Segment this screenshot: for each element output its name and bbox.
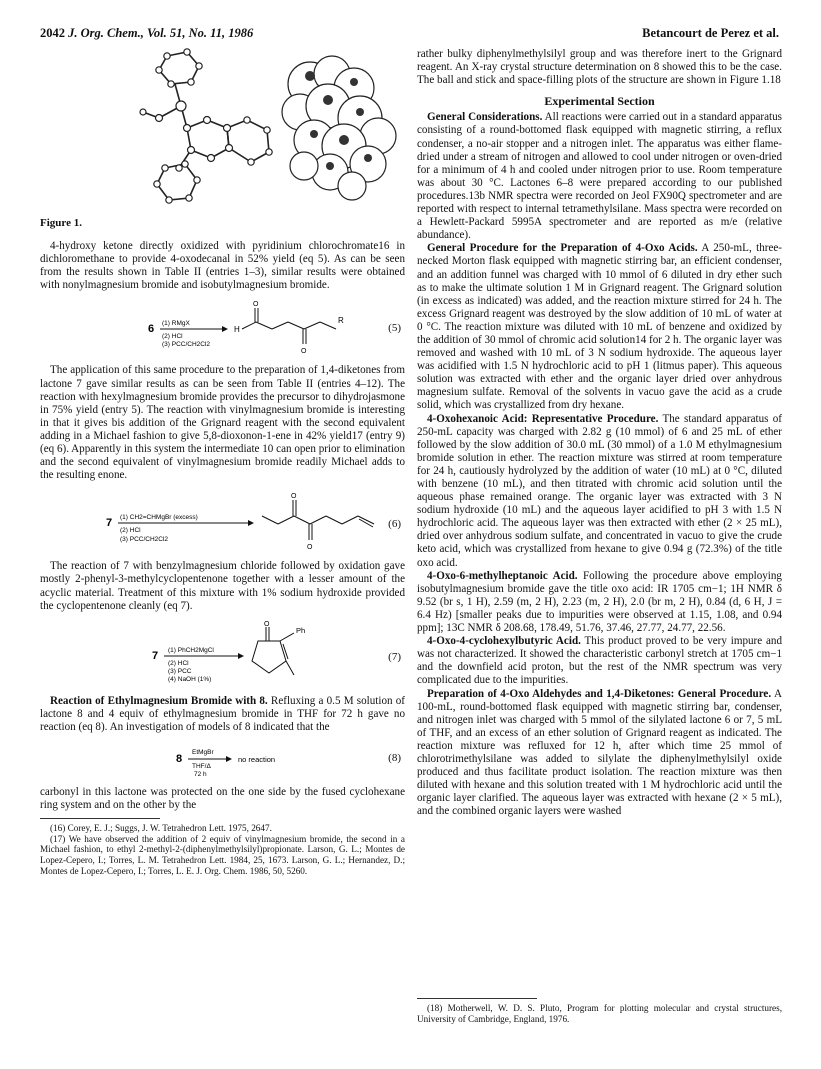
run-in-heading: Preparation of 4-Oxo Aldehydes and 1,4-Diketones: General Procedure. (427, 687, 772, 700)
footnote-18: (18) Motherwell, W. D. S. Pluto, Program for plotting molecular and crystal structures, University of Cambridge, England, 1976. (417, 1003, 782, 1024)
reagent-2: THF/Δ (192, 762, 211, 770)
paragraph: The application of this same procedure to the preparation of 1,4-diketones from lactone 7 gave similar results as can be seen from Table II (entries 4–12). The reaction with hexylmagnesium bromide provides the precursor to dihydrojasmone in 75% yield (entry 5). The reaction with vinylmagnesium bromide is interesting in that it gives bis addition of the Grignard reagent with the second equivalent adding in a Michael fashion to give 5,8-dioxonon-1-ene in 42% yield17 (entry 9) (eq 6). Apparently in this system the intermediate 10 can open prior to elimination and the second equivalent of vinylmagnesium bromide readily Michael adds to the resulting enone. (40, 364, 405, 482)
run-in-heading: General Considerations. (427, 111, 543, 124)
paragraph: The reaction of 7 with benzylmagnesium chloride followed by oxidation gave mostly 2-phenyl-3-methylcyclopentenone together with a lesser amount of the acyclic material. Treatment of this mixture with 1% sodium hydroxide provided the cyclopentenone cleanly (eq 7). (40, 560, 405, 612)
reagent-1: (1) PhCH2MgCl (168, 646, 214, 654)
scheme-6 (40, 488, 405, 554)
phenyl-label: Ph (296, 625, 306, 635)
paragraph: carbonyl in this lactone was protected on the one side by the fused cyclohexane ring system and on the other by the (40, 785, 405, 812)
equation-number: (7) (388, 650, 401, 663)
paragraph (417, 111, 782, 242)
paragraph (417, 635, 782, 687)
run-in-heading: General Procedure for the Preparation of 4-Oxo Acids. (427, 242, 698, 255)
left-column (40, 48, 405, 876)
run-in-heading: 4-Oxo-4-cyclohexylbutyric Acid. (427, 635, 581, 648)
reagent-3: (3) PCC (168, 667, 192, 675)
equation-number: (6) (388, 518, 401, 531)
reagent-2: (2) HCl (162, 333, 183, 341)
reactant-label: 7 (152, 649, 159, 662)
paragraph-text: A 100-mL, round-bottomed flask equipped with magnetic stirring bar, condenser, and nitrogen inlet was charged with 5 mmol of the silylated lactone 6 or 7, 5 mL of THF, and an excess of an ether solution of Grignard reagent as indicated. The reaction mixture was refluxed for 12 h, after which time 25 mmol of chlorotrimethylsilane was added to silylate the diphenylmethylsilyl oxide produced and thus facilitate product isolation. The reaction mixture was then diluted with hexane and this solution treated with 1 M hydrochloric acid until the organic layer clarified. The aqueous layer was extracted with hexane (2 × 5 mL), and the combined organic layers were washed (417, 687, 782, 818)
running-header-left (40, 26, 253, 41)
paragraph-text: The standard apparatus of 250-mL capacity was charged with 2.82 g (10 mmol) of 6 and 25 mL of ether followed by the slow addition of 30.0 mL (30 mmol) of a 1.0 M ethylmagnesium bromide solution in ether. The reaction mixture was stirred at room temperature for 24 h, cautiously hydrolyzed by the addition of water (10 mL) at 0 °C, diluted with benzene (10 mL), and then titrated with chromic acid solution until the aqueous phase remained orange. The organic layer was extracted with 3 N sodium hydroxide (10 mL) and the aqueous layer acidified to pH 3 with 1.5 N hydrochloric acid. The aqueous layer was then extracted with ether (2 × 25 mL), dried over anhydrous sodium sulfate, and concentrated in vacuo to give the crude keto acid, which was crystallized from hexane to give 0.94 g (72.3%) of the title oxo acid. (417, 412, 782, 569)
reagent-1: (1) CH2=CHMgBr (excess) (120, 514, 198, 522)
paragraph (417, 688, 782, 819)
reagent-3: (3) PCC/CH2Cl2 (162, 341, 211, 349)
reagent-2: (2) HCl (168, 659, 189, 667)
equation-8 (40, 740, 405, 780)
paragraph (417, 570, 782, 635)
space-filling-plot (270, 54, 400, 204)
equation-number: (5) (388, 322, 401, 335)
section-heading: Experimental Section (544, 94, 655, 109)
footnotes (40, 823, 405, 876)
footnotes (417, 1003, 782, 1024)
equation-7 (40, 619, 405, 689)
carbonyl-o: O (253, 301, 259, 309)
reagent-4: (4) NaOH (1%) (168, 675, 212, 683)
scheme-8 (40, 740, 405, 780)
reagent-2: (2) HCl (120, 527, 141, 535)
paragraph: rather bulky diphenylmethylsilyl group and was therefore inert to the Grignard reagent. An X-ray crystal structure determination on 8 showed this to be the case. The ball and stick and space-filling plots of the structure are shown in Figure 1.18 (417, 48, 782, 87)
right-footnotes (417, 992, 782, 1024)
carbonyl-o: O (301, 348, 307, 356)
product-text: no reaction (238, 754, 276, 764)
equation-5 (40, 298, 405, 358)
equation-6 (40, 488, 405, 554)
paragraph (417, 413, 782, 570)
paragraph-text: Following the procedure above employing isobutylmagnesium bromide gave the title oxo acid: IR 1705 cm−1; 1H NMR δ 9.52 (br s, 1 H), 2.59 (m, 2 H), 2.23 (m, 2 H), 2.0 (br m, 2 H), 0.84 (d, 6 H, J = 6.4 Hz) [smaller peaks due to impurities were observed at 1.15, 1.08, and 0.94 ppm]; 13C NMR δ 208.68, 178.49, 51.76, 37.46, 27.77, 24.77, 22.56. (417, 569, 782, 635)
paragraph: 4-hydroxy ketone directly oxidized with pyridinium chlorochromate16 in dichloromethane to provide 4-oxodecanal in 52% yield (eq 5). As can be seen from the results shown in Table II (entries 1–3), similar results were obtained with nonylmagnesium bromide and isobutylmagnesium bromide. (40, 240, 405, 292)
run-in-heading: 4-Oxo-6-methylheptanoic Acid. (427, 569, 578, 582)
carbonyl-o: O (264, 620, 270, 628)
paragraph (417, 242, 782, 412)
footnote-17: (17) We have observed the addition of 2 equiv of vinylmagnesium bromide, the second in a Michael fashion, to ethyl 2-methyl-2-(diphenylmethylsilyl)propionate. Larson, G. L.; Montes de Lopez-Cepero, I.; Torres, L. M. Tetrahedron Lett. 1984, 25, 1673. Larson, G. L.; Hernandez, D.; Montes de Lopez-Cepero, I.; Torres, L. E. J. Org. Chem. 1986, 50, 5260. (40, 833, 405, 876)
figure-caption: Figure 1. (40, 217, 82, 229)
reactant-label: 8 (176, 752, 183, 765)
paragraph-text: This product proved to be very impure and was not characterized. It showed the characteristic carbonyl stretch at 1705 cm−1 and the downfield acid proton, but the rest of the NMR spectrum was very complicated due to the impurities. (417, 635, 783, 687)
carbonyl-o: O (307, 544, 313, 552)
journal-citation: J. Org. Chem., Vol. 51, No. 11, 1986 (68, 26, 254, 40)
reagent-1: (1) RMgX (162, 320, 190, 328)
reagent-3: 72 h (194, 770, 207, 778)
reactant-label: 6 (148, 323, 155, 336)
scheme-7 (40, 619, 405, 689)
running-header-authors: Betancourt de Perez et al. (642, 26, 779, 40)
paragraph-text: Refluxing a 0.5 M solution of lactone 8 and 4 equiv of ethylmagnesium bromide in THF for 72 h gave no reaction (eq 8). An investigation of models of 8 indicated that the (40, 694, 405, 733)
reagent-3: (3) PCC/CH2Cl2 (120, 536, 169, 544)
reactant-label: 7 (106, 517, 113, 530)
carbonyl-o: O (291, 493, 297, 501)
figure-1 (40, 48, 405, 213)
right-column (417, 48, 782, 818)
aldehyde-h: H (234, 325, 240, 335)
run-in-heading: 4-Oxohexanoic Acid: Representative Procedure. (427, 412, 659, 425)
paragraph-text: A 250-mL, three-necked Morton flask equipped with magnetic stirring bar, an efficient condenser, and an addition funnel was charged with 10 mmol of 6 diluted in dry ether such as to make the ultimate solution 1 M in Grignard reagent. The Grignard solution (in excess as indicated) was added, and the reaction mixture stirred for 24 h. The excess Grignard reagent was destroyed by the slow addition of 10 mL of water at 0 °C. The reaction mixture was diluted with 10 mL of benzene and oxidized by the addition of 30 mmol of chromic acid solution14 for 2 h. The organic layer was removed and washed with 10 mL of 3 N sodium hydroxide. The aqueous layer was acidified with 1.5 N hydrochloric acid to pH 1 (litmus paper). This aqueous solution was extracted with ether and the organic layer dried over anhydrous magnesium sulfate. Removal of the solvents in vacuo gave the acid as a crude solid, which was crystallized from dry hexane. (417, 242, 783, 412)
paragraph-text: All reactions were carried out in a standard apparatus consisting of a round-bottomed flask equipped with magnetic stirring, a reflux condenser, a no-air stopper and a nitrogen inlet. The apparatus was either flame-dried under a stream of nitrogen and allowed to cool under nitrogen or oven-dried for a minimum of 4 h and cooled under nitrogen prior to use. Room temperature was about 30 °C. Lactones 6–8 were prepared according to our published procedures.13b NMR spectra were recorded on Jeol FX90Q spectrometer and are reported with respect to internal tetramethylsilane. Mass spectra were recorded on a Hewlett-Packard 5995A spectrometer and are reported as m/e (relative abundance). (417, 111, 782, 242)
r-group: R (338, 316, 344, 326)
page-number: 2042 (40, 26, 65, 40)
scheme-5 (40, 298, 405, 358)
footnote-16: (16) Corey, E. J.; Suggs, J. W. Tetrahedron Lett. 1975, 2647. (50, 823, 272, 834)
run-in-heading: Reaction of Ethylmagnesium Bromide with 8. (50, 694, 268, 707)
footnote-rule (417, 998, 537, 999)
reagent-1: EtMgBr (192, 748, 214, 756)
paragraph (40, 695, 405, 734)
equation-number: (8) (388, 751, 401, 764)
footnote-rule (40, 818, 160, 819)
